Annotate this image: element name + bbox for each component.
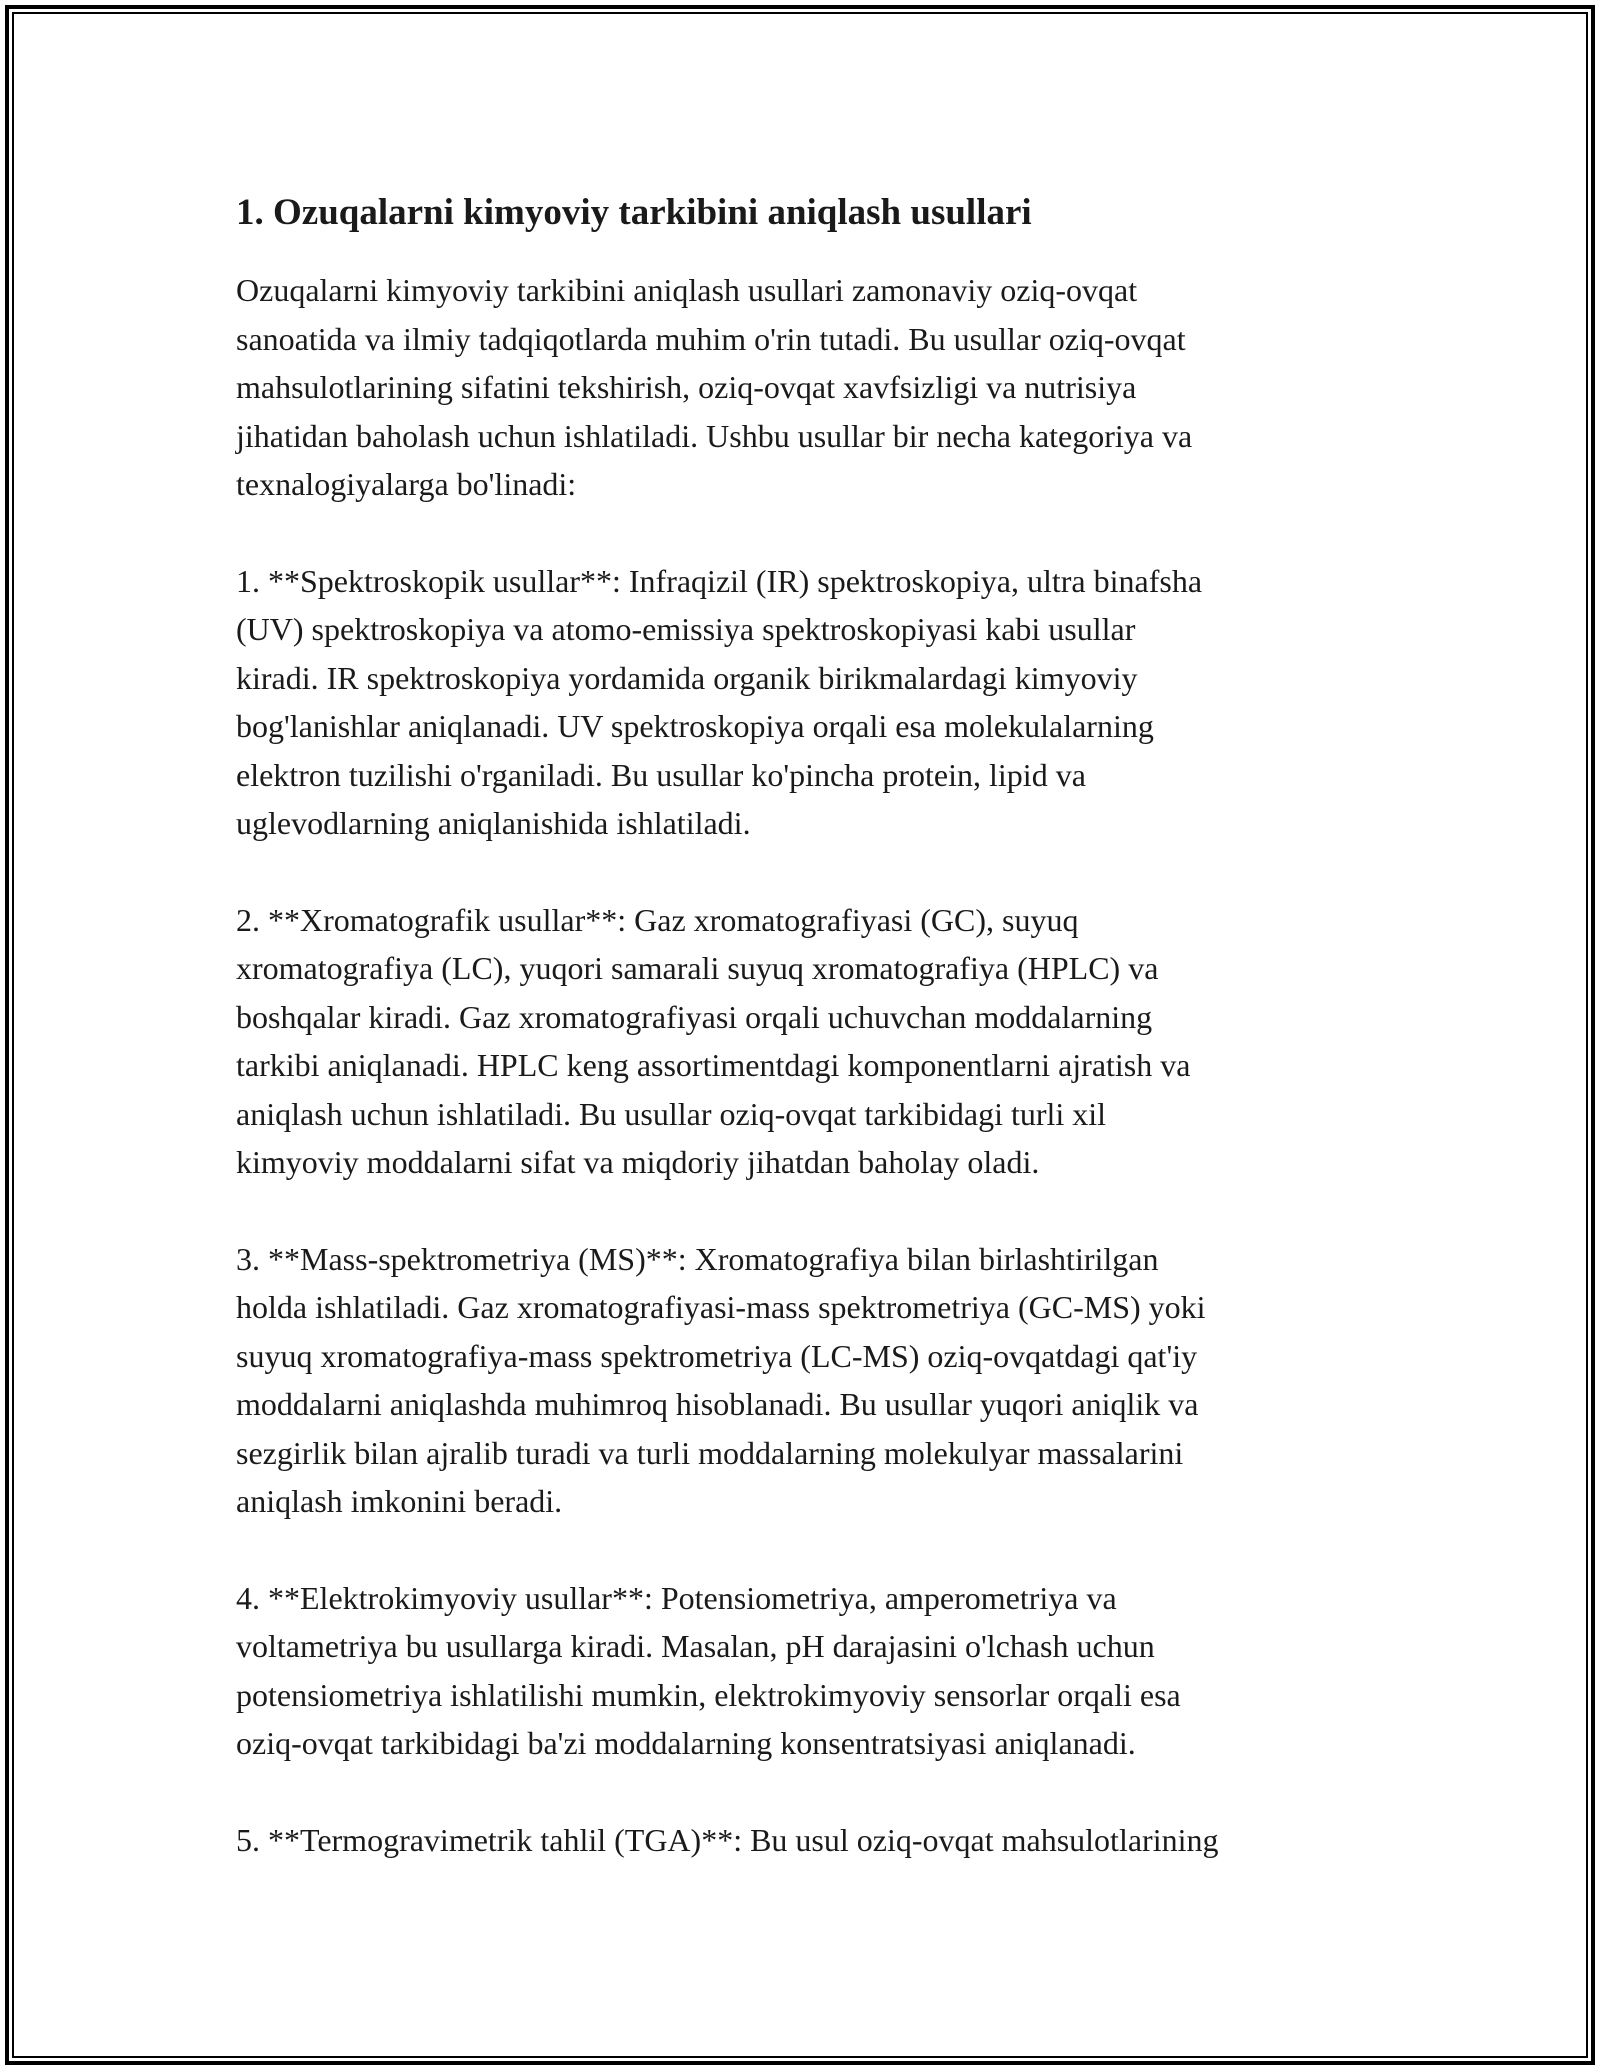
document-body (236, 186, 1386, 1912)
paragraph-electrochemical-methods: 4. **Elektrokimyoviy usullar**: Potensiometriya, amperometriya va voltametriya bu usullarga kiradi. Masalan, pH darajasini o'lchash uchun potensiometriya ishlatilishi mumkin, elektrokimyoviy sensorlar orqali esa oziq-ovqat tarkibidagi ba'zi moddalarning konsentratsiyasi aniqlanadi. (236, 1579, 1181, 1761)
page-title: 1. Ozuqalarni kimyoviy tarkibini aniqlash usullari (236, 192, 1032, 233)
paragraph-thermogravimetric-analysis: 5. **Termogravimetrik tahlil (TGA)**: Bu usul oziq-ovqat mahsulotlarining (236, 1821, 1219, 1858)
intro-paragraph: Ozuqalarni kimyoviy tarkibini aniqlash usullari zamonaviy oziq-ovqat sanoatida va ilmiy tadqiqotlarda muhim o'rin tutadi. Bu usullar oziq-ovqat mahsulotlarining sifatini tekshirish, oziq-ovqat xavfsizligi va nutrisiya jihatidan baholash uchun ishlatiladi. Ushbu usullar bir necha kategoriya va texnalogiyalarga bo'linadi: (236, 272, 1193, 502)
paragraph-mass-spectrometry: 3. **Mass-spektrometriya (MS)**: Xromatografiya bilan birlashtirilgan holda ishlatiladi. Gaz xromatografiyasi-mass spektrometriya (GC-MS) yoki suyuq xromatografiya-mass spektrometriya (LC-MS) oziq-ovqatdagi qat'iy moddalarni aniqlashda muhimroq hisoblanadi. Bu usullar yuqori aniqlik va sezgirlik bilan ajralib turadi va turli moddalarning molekulyar massalarini aniqlash imkonini beradi. (236, 1240, 1206, 1519)
paragraph-chromatographic-methods: 2. **Xromatografik usullar**: Gaz xromatografiyasi (GC), suyuq xromatografiya (LC), yuqori samarali suyuq xromatografiya (HPLC) va boshqalar kiradi. Gaz xromatografiyasi orqali uchuvchan moddalarning tarkibi aniqlanadi. HPLC keng assortimentdagi komponentlarni ajratish va aniqlash uchun ishlatiladi. Bu usullar oziq-ovqat tarkibidagi turli xil kimyoviy moddalarni sifat va miqdoriy jihatdan baholay oladi. (236, 901, 1191, 1180)
paragraph-spectroscopic-methods: 1. **Spektroskopik usullar**: Infraqizil (IR) spektroskopiya, ultra binafsha (UV) spektroskopiya va atomo-emissiya spektroskopiyasi kabi usullar kiradi. IR spektroskopiya yordamida organik birikmalardagi kimyoviy bog'lanishlar aniqlanadi. UV spektroskopiya orqali esa molekulalarning elektron tuzilishi o'rganiladi. Bu usullar ko'pincha protein, lipid va uglevodlarning aniqlanishida ishlatiladi. (236, 562, 1203, 841)
